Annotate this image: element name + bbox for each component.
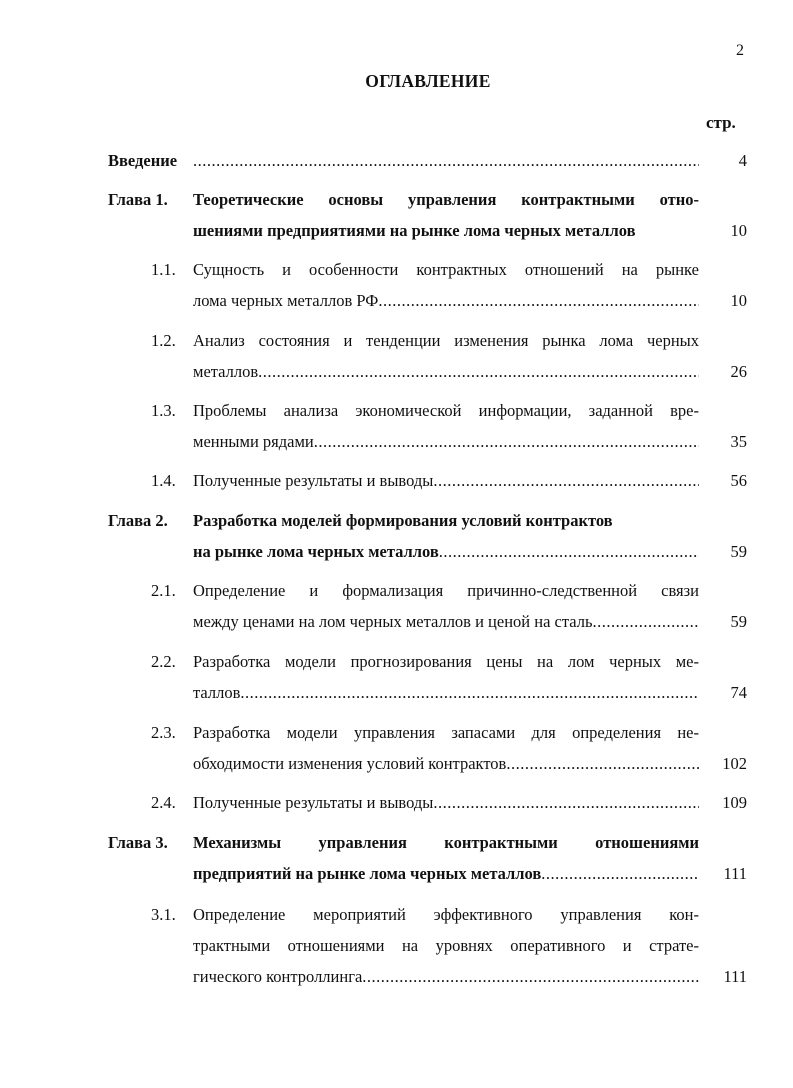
toc-entry-label: Введение: [108, 151, 178, 170]
dot-leader: [439, 541, 699, 563]
toc-entry-label: 1.1.: [151, 260, 176, 279]
toc-entry-title-line: Определение мероприятий эффективного управления кон-: [193, 905, 699, 924]
toc-entry-label: Глава 2.: [108, 511, 168, 530]
toc-entry-title-text: металлов: [193, 362, 259, 381]
toc-entry-title-text: таллов: [193, 683, 241, 702]
toc-entry-label: 2.2.: [151, 652, 176, 671]
toc-entry-page: 74: [730, 683, 747, 702]
toc-entry-title-text: между ценами на лом черных металлов и ценой на сталь: [193, 612, 593, 631]
toc-entry-label: Глава 3.: [108, 833, 168, 852]
dot-leader: [362, 966, 699, 988]
toc-entry-page: 4: [738, 151, 747, 170]
toc-entry-title-line: трактными отношениями на уровнях оперативного и страте-: [193, 936, 699, 955]
toc-entry-page: 59: [730, 612, 747, 631]
toc-entry-title-last-line: [193, 682, 699, 704]
toc-entry-title-last-line: [193, 431, 699, 453]
toc-entry-title-last-line: [193, 290, 699, 312]
toc-entry-title-text: гического контроллинга: [193, 967, 363, 986]
toc-entry-title-line: Сущность и особенности контрактных отношений на рынке: [193, 260, 699, 279]
toc-entry-title-line: [193, 510, 699, 532]
toc-entry-title-text: шениями предприятиями на рынке лома черных металлов: [193, 221, 636, 240]
toc-entry-label: 1.4.: [151, 471, 176, 490]
toc-entry-title-last-line: [193, 611, 699, 633]
toc-entry-title-text: Полученные результаты и выводы: [193, 793, 434, 812]
dot-leader: [433, 792, 699, 814]
page-number: 2: [736, 42, 744, 59]
toc-entry-title-text: обходимости изменения условий контрактов: [193, 754, 507, 773]
toc-entry-title-text: менными рядами: [193, 432, 314, 451]
toc-entry-page: 109: [722, 793, 747, 812]
toc-entry-leader-line: [193, 150, 699, 172]
toc-entry-title-last-line: [193, 753, 699, 775]
toc-entry-title-last-line: [193, 541, 699, 563]
toc-entry-title-line: Разработка модели управления запасами для определения не-: [193, 723, 699, 742]
toc-entry-title-line: Определение и формализация причинно-следственной связи: [193, 581, 699, 600]
toc-entry-page: 10: [730, 291, 747, 310]
toc-entry-title-text: Разработка моделей формирования условий контрактов: [193, 511, 613, 530]
toc-entry-title-last-line: [193, 361, 699, 383]
toc-entry-label: 2.1.: [151, 581, 176, 600]
toc-entry-title-last-line: [193, 470, 699, 492]
toc-entry-title-text: предприятий на рынке лома черных металлов: [193, 864, 542, 883]
toc-entry-label: 3.1.: [151, 905, 176, 924]
toc-entry-page: 111: [723, 967, 747, 986]
toc-entry-page: 35: [730, 432, 747, 451]
toc-entry-label: 2.3.: [151, 723, 176, 742]
dot-leader: [541, 863, 699, 885]
toc-entry-title-last-line: [193, 966, 699, 988]
toc-entry-label: Глава 1.: [108, 190, 168, 209]
pages-column-header: стр.: [706, 113, 736, 132]
toc-entry-page: 56: [730, 471, 747, 490]
toc-entry-title-text: Полученные результаты и выводы: [193, 471, 434, 490]
toc-entry-page: 10: [730, 221, 747, 240]
toc-entry-page: 59: [730, 542, 747, 561]
page-title: ОГЛАВЛЕНИЕ: [365, 71, 491, 91]
toc-entry-title-last-line: [193, 863, 699, 885]
dot-leader: [193, 150, 699, 172]
toc-entry-title-line: Проблемы анализа экономической информации, заданной вре-: [193, 401, 699, 420]
toc-entry-title-text: лома черных металлов РФ: [193, 291, 379, 310]
dot-leader: [258, 361, 699, 383]
toc-entry-label: 2.4.: [151, 793, 176, 812]
dot-leader: [433, 470, 699, 492]
dot-leader: [506, 753, 699, 775]
toc-entry-title-last-line: [193, 220, 699, 242]
dot-leader: [314, 431, 699, 453]
toc-entry-page: 102: [722, 754, 747, 773]
toc-entry-title-line: Механизмы управления контрактными отношениями: [193, 833, 699, 852]
toc-entry-label: 1.2.: [151, 331, 176, 350]
toc-entry-label: 1.3.: [151, 401, 176, 420]
dot-leader: [378, 290, 699, 312]
toc-entry-title-line: Анализ состояния и тенденции изменения рынка лома черных: [193, 331, 699, 350]
toc-entry-page: 26: [730, 362, 747, 381]
toc-entry-title-line: Разработка модели прогнозирования цены на лом черных ме-: [193, 652, 699, 671]
toc-entry-title-line: Теоретические основы управления контрактными отно-: [193, 190, 699, 209]
toc-entry-page: 111: [723, 864, 747, 883]
toc-entry-title-last-line: [193, 792, 699, 814]
dot-leader: [592, 611, 699, 633]
dot-leader: [240, 682, 699, 704]
toc-entry-title-text: на рынке лома черных металлов: [193, 542, 439, 561]
